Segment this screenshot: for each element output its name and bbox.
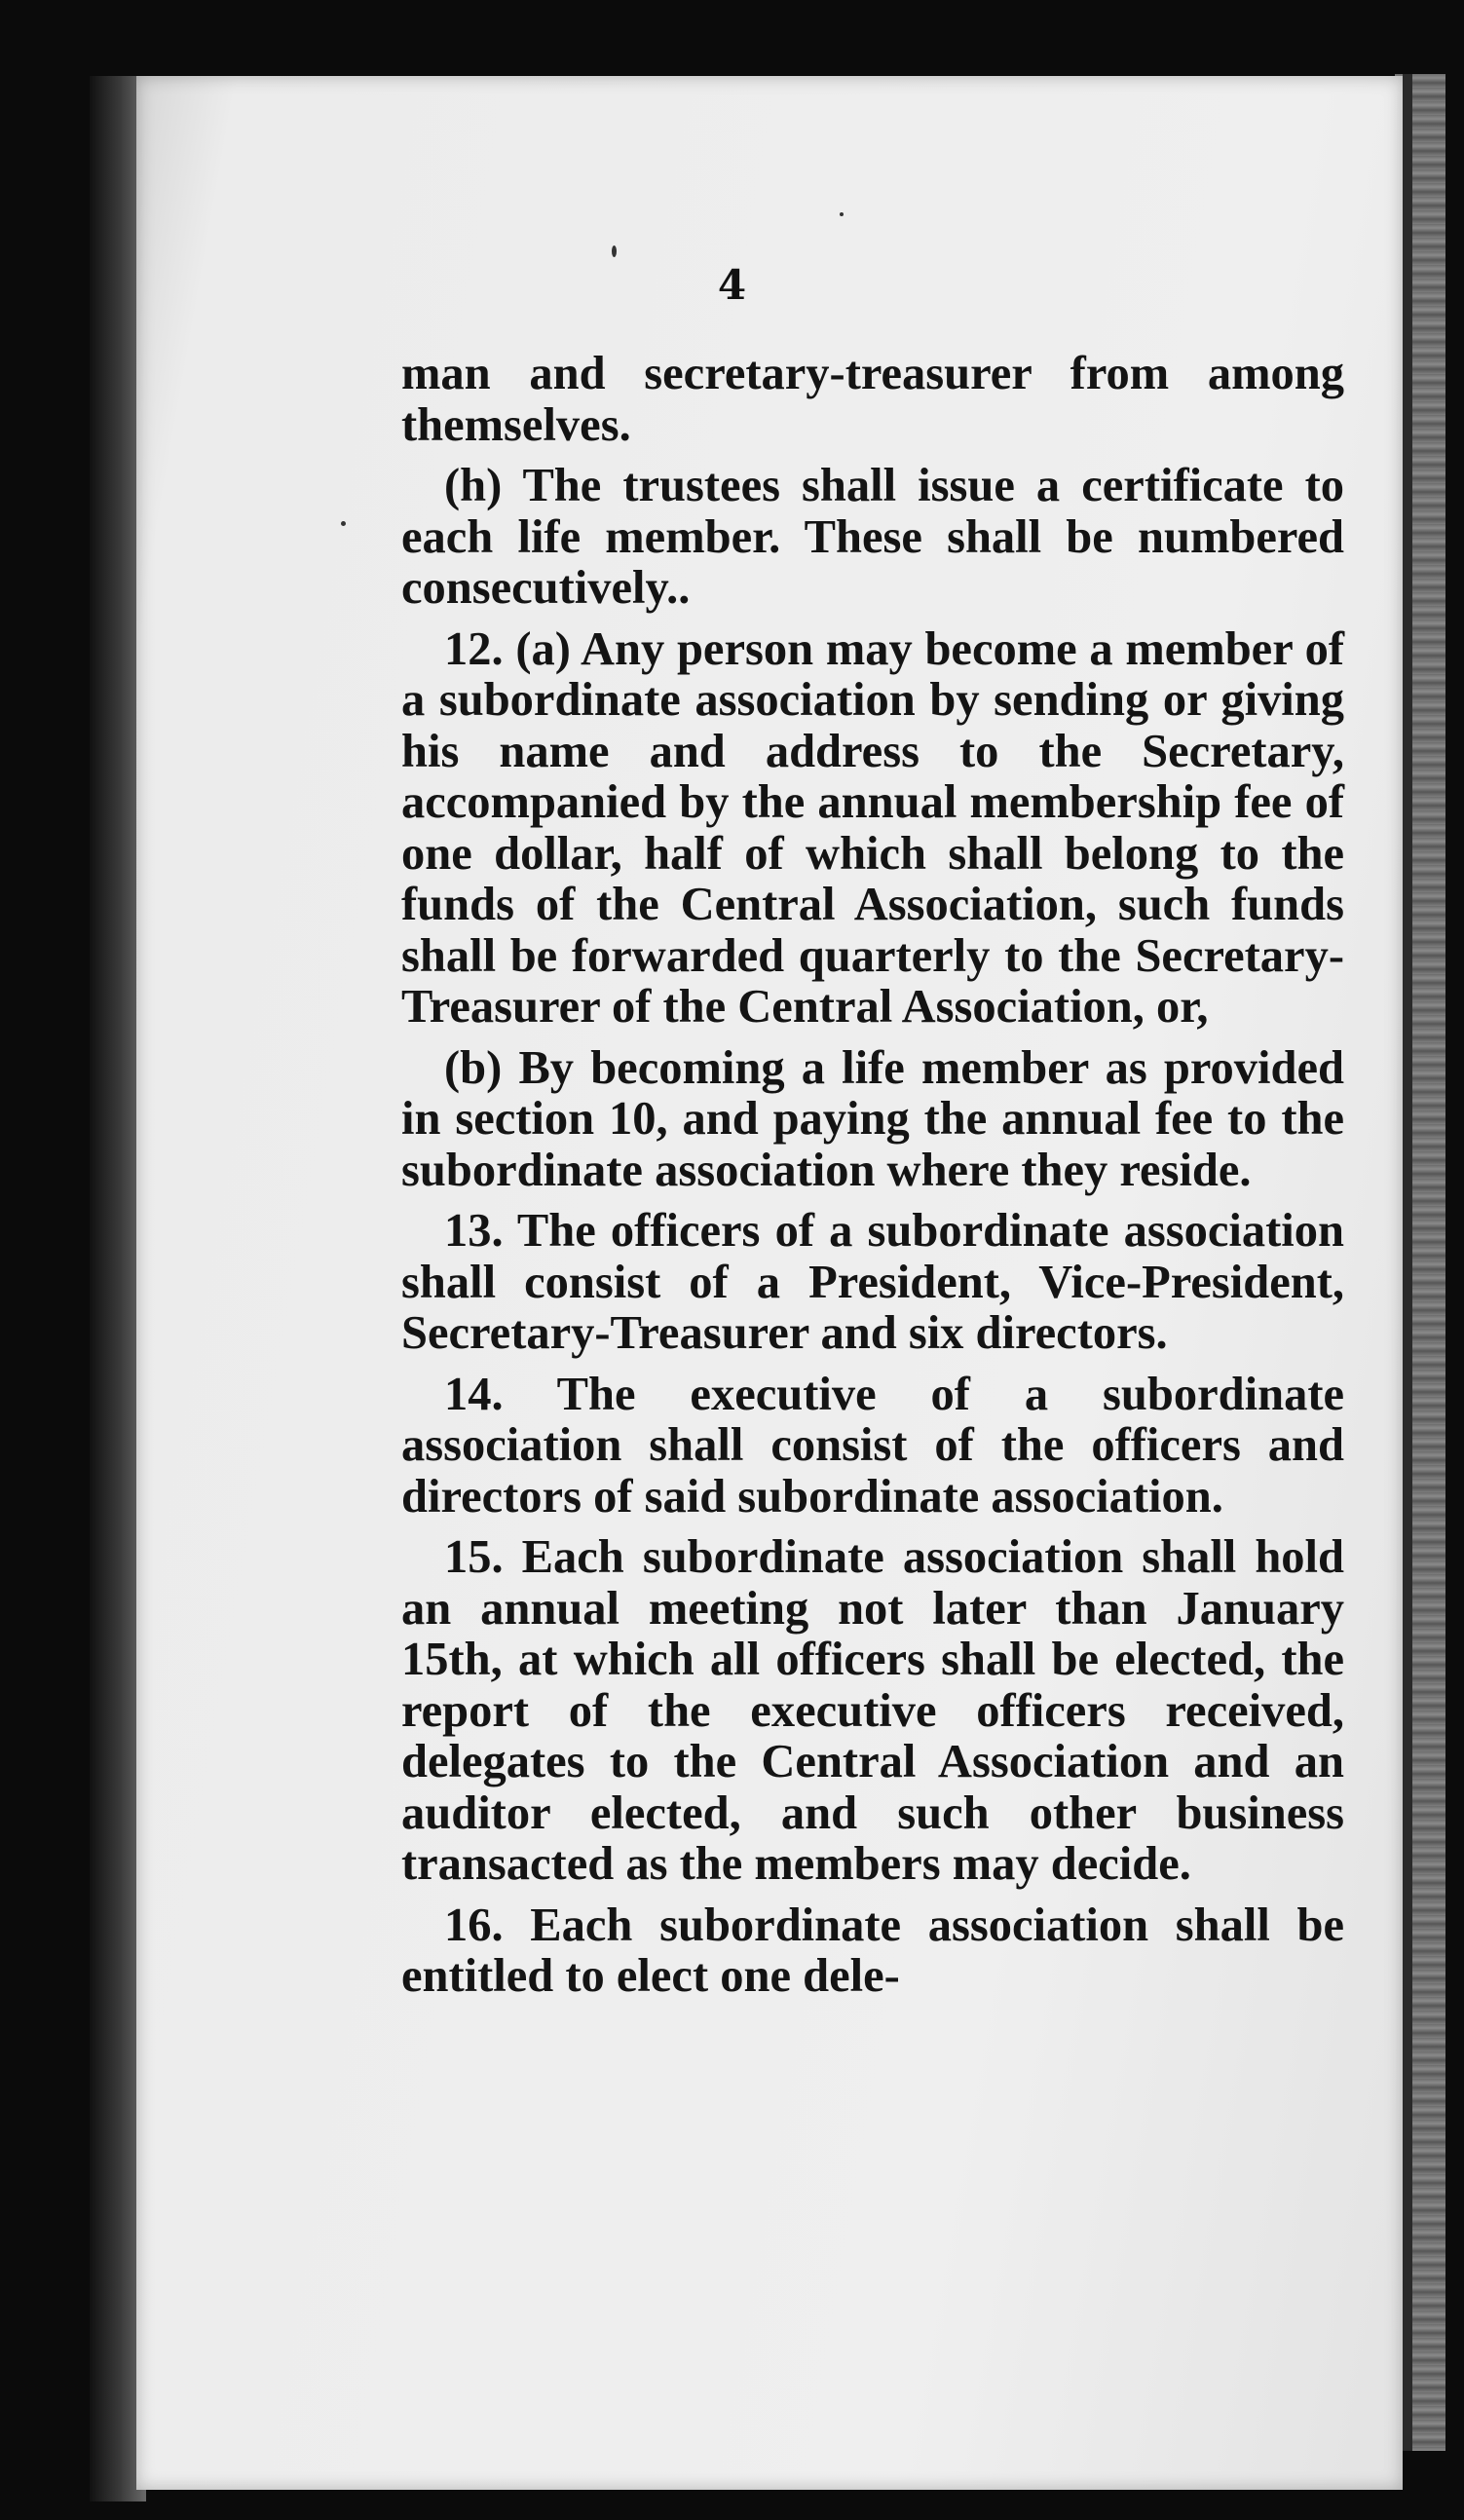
ink-speck bbox=[612, 245, 617, 257]
paragraph-15: 15. Each subordinate association shall hold an annual meeting not later than January 15th, at which all officers shall be elected, the report of the executive officers received, delegates to the Central Association and an auditor elected, and such other business transacted as the members may decide. bbox=[401, 1531, 1344, 1890]
ink-speck bbox=[341, 521, 346, 526]
paragraph-12a: 12. (a) Any person may become a member of a subordinate association by sending or giving his name and address to the Secretary, accompanied by the annual membership fee of one dollar, half of which shall belong to the funds of the Central Association, such funds shall be forwarded quarterly to the Secretary-Treasurer of the Central Association, or, bbox=[401, 622, 1344, 1033]
paragraph-14: 14. The executive of a subordinate association shall consist of the officers and directors of said subordinate association. bbox=[401, 1368, 1344, 1523]
body-text bbox=[401, 349, 1344, 2012]
paragraph-h: (h) The trustees shall issue a certificate to each life member. These shall be numbered consecutively.. bbox=[401, 460, 1344, 614]
ink-speck bbox=[840, 212, 844, 216]
paragraph-continued: man and secretary-treasurer from among themselves. bbox=[401, 348, 1344, 451]
paragraph-12b: (b) By becoming a life member as provided in section 10, and paying the annual fee to the subordinate association where they reside. bbox=[401, 1041, 1344, 1196]
page-gutter-shadow bbox=[1403, 74, 1412, 2451]
paragraph-16: 16. Each subordinate association shall be entitled to elect one dele- bbox=[401, 1899, 1344, 2002]
page-number: 4 bbox=[717, 261, 747, 309]
paragraph-13: 13. The officers of a subordinate association shall consist of a President, Vice-President, Secretary-Treasurer and six directors. bbox=[401, 1205, 1344, 1359]
